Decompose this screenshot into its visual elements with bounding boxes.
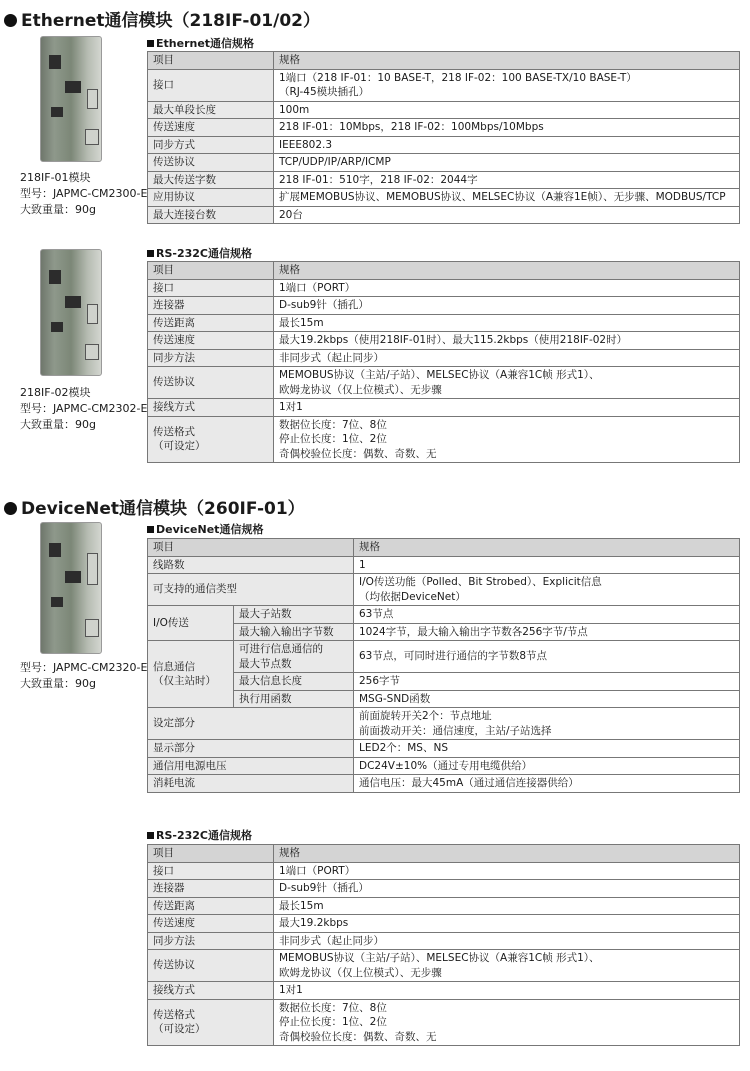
row-value: 63节点，可同时进行通信的字节数8节点 [354, 641, 740, 673]
ethernet-rs232-table [147, 261, 740, 463]
table-header-row [148, 52, 740, 70]
module-weight: 大致重量：90g [20, 203, 96, 216]
row-value-line: D-sub9针（插孔） [279, 882, 369, 894]
module-model: 型号：JAPMC-CM2320-E [20, 661, 148, 674]
header-cell-item: 项目 [148, 539, 354, 557]
row-value-line: 1对1 [279, 984, 303, 996]
row-value [274, 915, 740, 933]
table-row [148, 982, 740, 1000]
module-weight: 大致重量：90g [20, 677, 96, 690]
row-value [274, 136, 740, 154]
row-value: 1 [354, 556, 740, 574]
table-row [148, 349, 740, 367]
header-cell-spec: 规格 [274, 845, 740, 863]
row-label: 传送距离 [148, 314, 274, 332]
row-value-line: 奇偶校验位长度：偶数、奇数、无 [279, 447, 437, 460]
row-label: 传送协议 [148, 950, 274, 982]
row-value-line: 非同步式（起止同步） [279, 351, 384, 364]
row-value-line: （RJ-45模块插孔） [279, 86, 370, 98]
module-caption-260if-01 [20, 660, 147, 692]
module-model: 型号：JAPMC-CM2300-E [20, 187, 148, 200]
row-value [274, 206, 740, 224]
row-label: 最大单段长度 [148, 101, 274, 119]
row-value [274, 154, 740, 172]
module-weight: 大致重量：90g [20, 418, 96, 431]
row-value-line: 停止位长度：1位、2位 [279, 433, 387, 445]
row-label: 传送格式 （可设定） [148, 999, 274, 1046]
table-row [148, 279, 740, 297]
header-cell-spec: 规格 [274, 262, 740, 280]
row-value [354, 574, 740, 606]
table-row [148, 206, 740, 224]
row-value-line: D-sub9针（插孔） [279, 299, 369, 311]
row-value: 256字节 [354, 673, 740, 691]
row-label: 连接器 [148, 297, 274, 315]
module-name: 218IF-01模块 [20, 171, 91, 184]
table-row [148, 606, 740, 624]
table-row [148, 740, 740, 758]
row-value-line: TCP/UDP/IP/ARP/ICMP [279, 156, 391, 168]
row-label: 最大子站数 [234, 606, 354, 624]
row-value [274, 349, 740, 367]
row-label: 执行用函数 [234, 690, 354, 708]
row-group-label: I/O传送 [148, 606, 234, 641]
table-row [148, 171, 740, 189]
row-label: 最大信息长度 [234, 673, 354, 691]
row-value [274, 897, 740, 915]
row-value-line: I/O传送功能（Polled、Bit Strobed）、Explicit信息 [359, 576, 602, 588]
square-bullet-icon [147, 526, 154, 533]
row-value-line: 数据位长度：7位、8位 [279, 1001, 387, 1014]
table-row [148, 69, 740, 101]
table-row [148, 673, 740, 691]
square-bullet-icon [147, 40, 154, 47]
row-value-line: 218 IF-01：10Mbps，218 IF-02：100Mbps/10Mbps [279, 121, 544, 133]
row-label: 传送格式 （可设定） [148, 416, 274, 463]
row-value [274, 119, 740, 137]
row-value [274, 367, 740, 399]
row-label: 传送协议 [148, 154, 274, 172]
row-label: 同步方式 [148, 136, 274, 154]
ethernet-rs232-title: RS-232C通信规格 [147, 245, 252, 261]
table-row [148, 950, 740, 982]
module-image-260if-01 [40, 522, 102, 654]
table-row [148, 154, 740, 172]
bullet-icon [4, 502, 17, 515]
row-label: 消耗电流 [148, 775, 354, 793]
row-label: 最大传送字数 [148, 171, 274, 189]
table-row [148, 880, 740, 898]
table-row [148, 416, 740, 463]
module-name: 218IF-02模块 [20, 386, 91, 399]
row-label: 传送距离 [148, 897, 274, 915]
bullet-icon [4, 14, 17, 27]
devicenet-spec-table [147, 538, 740, 793]
row-value-line: 1对1 [279, 401, 303, 413]
row-label: 接线方式 [148, 399, 274, 417]
row-value [274, 862, 740, 880]
row-value: DC24V±10%（通过专用电缆供给） [354, 757, 740, 775]
table-row [148, 399, 740, 417]
table-row [148, 862, 740, 880]
row-label: 同步方法 [148, 932, 274, 950]
row-value: MSG-SND函数 [354, 690, 740, 708]
row-group-label: 信息通信 （仅主站时） [148, 641, 234, 708]
row-label: 最大输入输出字节数 [234, 623, 354, 641]
row-value-line: 1端口（PORT） [279, 864, 356, 877]
row-value-line: 前面拨动开关：通信速度，主站/子站选择 [359, 724, 552, 737]
row-value-line: 最大19.2kbps（使用218IF-01时）、最大115.2kbps（使用218IF-02时） [279, 334, 628, 346]
row-value-line: 数据位长度：7位、8位 [279, 418, 387, 431]
row-label: 显示部分 [148, 740, 354, 758]
table-row [148, 708, 740, 740]
header-cell-item: 项目 [148, 262, 274, 280]
header-cell-item: 项目 [148, 52, 274, 70]
row-label: 设定部分 [148, 708, 354, 740]
row-value-line: MEMOBUS协议（主站/子站）、MELSEC协议（A兼容1C帧 形式1）、 [279, 952, 600, 964]
row-value-line: 非同步式（起止同步） [279, 934, 384, 947]
row-label: 可进行信息通信的 最大节点数 [234, 641, 354, 673]
module-image-218if-01 [40, 36, 102, 162]
row-value: 63节点 [354, 606, 740, 624]
row-value-line: 最长15m [279, 316, 324, 329]
row-label: 接口 [148, 69, 274, 101]
row-label: 接口 [148, 862, 274, 880]
row-value-line: 前面旋转开关2个：节点地址 [359, 710, 492, 722]
row-label: 传送速度 [148, 119, 274, 137]
header-cell-spec: 规格 [354, 539, 740, 557]
row-value-line: 最长15m [279, 899, 324, 912]
row-label: 传送协议 [148, 367, 274, 399]
row-value [274, 171, 740, 189]
table-row [148, 775, 740, 793]
row-label: 可支持的通信类型 [148, 574, 354, 606]
row-value: LED2个：MS、NS [354, 740, 740, 758]
row-value-line: 218 IF-01：510字，218 IF-02：2044字 [279, 173, 478, 186]
row-value [274, 189, 740, 207]
module-caption-218if-02 [20, 385, 147, 433]
table-row [148, 915, 740, 933]
row-label: 接线方式 [148, 982, 274, 1000]
header-cell-item: 项目 [148, 845, 274, 863]
row-value: 通信电压：最大45mA（通过通信连接器供给） [354, 775, 740, 793]
table-row [148, 623, 740, 641]
table-row [148, 297, 740, 315]
square-bullet-icon [147, 832, 154, 839]
table-row [148, 641, 740, 673]
table-header-row [148, 262, 740, 280]
devicenet-spec-title: DeviceNet通信规格 [147, 521, 263, 537]
table-row [148, 332, 740, 350]
table-row [148, 119, 740, 137]
row-value [274, 69, 740, 101]
table-header-row [148, 539, 740, 557]
row-value-line: 停止位长度：1位、2位 [279, 1016, 387, 1028]
row-label: 通信用电源电压 [148, 757, 354, 775]
devicenet-section-title: DeviceNet通信模块（260IF-01） [4, 494, 305, 519]
devicenet-rs232-table [147, 844, 740, 1046]
table-row [148, 556, 740, 574]
table-row [148, 136, 740, 154]
row-value [274, 297, 740, 315]
row-value-line: 20台 [279, 208, 303, 221]
row-value [274, 279, 740, 297]
row-value [274, 932, 740, 950]
row-value-line: 1端口（PORT） [279, 281, 356, 294]
row-value [274, 999, 740, 1046]
module-caption-218if-01 [20, 170, 147, 218]
table-row [148, 690, 740, 708]
row-label: 应用协议 [148, 189, 274, 207]
row-label: 连接器 [148, 880, 274, 898]
row-value: 1024字节，最大输入输出字节数各256字节/节点 [354, 623, 740, 641]
row-value-line: 扩展MEMOBUS协议、MEMOBUS协议、MELSEC协议（A兼容1E帧）、无步骤、MODBUS/TCP [279, 191, 726, 203]
table-row [148, 574, 740, 606]
row-value [274, 880, 740, 898]
table-row [148, 367, 740, 399]
table-header-row [148, 845, 740, 863]
row-value-line: 欧姆龙协议（仅上位模式）、无步骤 [279, 966, 442, 979]
row-value-line: （均依据DeviceNet） [359, 590, 466, 603]
row-value [274, 950, 740, 982]
table-row [148, 101, 740, 119]
row-value-line: MEMOBUS协议（主站/子站）、MELSEC协议（A兼容1C帧 形式1）、 [279, 369, 600, 381]
row-value-line: 欧姆龙协议（仅上位模式）、无步骤 [279, 383, 442, 396]
ethernet-spec-title: Ethernet通信规格 [147, 35, 254, 51]
row-value-line: 1端口（218 IF-01：10 BASE-T，218 IF-02：100 BASE-TX/10 BASE-T） [279, 71, 637, 84]
row-value-line: 奇偶校验位长度：偶数、奇数、无 [279, 1030, 437, 1043]
table-row [148, 932, 740, 950]
table-row [148, 999, 740, 1046]
table-row [148, 314, 740, 332]
row-value [274, 314, 740, 332]
devicenet-rs232-title: RS-232C通信规格 [147, 827, 252, 843]
row-label: 传送速度 [148, 915, 274, 933]
table-row [148, 757, 740, 775]
row-label: 同步方法 [148, 349, 274, 367]
ethernet-section-title: Ethernet通信模块（218IF-01/02） [4, 6, 320, 31]
row-label: 最大连接台数 [148, 206, 274, 224]
table-row [148, 189, 740, 207]
row-value-line: IEEE802.3 [279, 138, 333, 151]
square-bullet-icon [147, 250, 154, 257]
ethernet-spec-table [147, 51, 740, 224]
module-image-218if-02 [40, 249, 102, 376]
row-value [274, 416, 740, 463]
module-model: 型号：JAPMC-CM2302-E [20, 402, 148, 415]
header-cell-spec: 规格 [274, 52, 740, 70]
row-value [274, 101, 740, 119]
row-label: 线路数 [148, 556, 354, 574]
row-value-line: 最大19.2kbps [279, 917, 349, 929]
row-label: 传送速度 [148, 332, 274, 350]
row-value [274, 982, 740, 1000]
row-value [354, 708, 740, 740]
row-label: 接口 [148, 279, 274, 297]
row-value [274, 399, 740, 417]
table-row [148, 897, 740, 915]
row-value-line: 100m [279, 103, 310, 116]
row-value [274, 332, 740, 350]
